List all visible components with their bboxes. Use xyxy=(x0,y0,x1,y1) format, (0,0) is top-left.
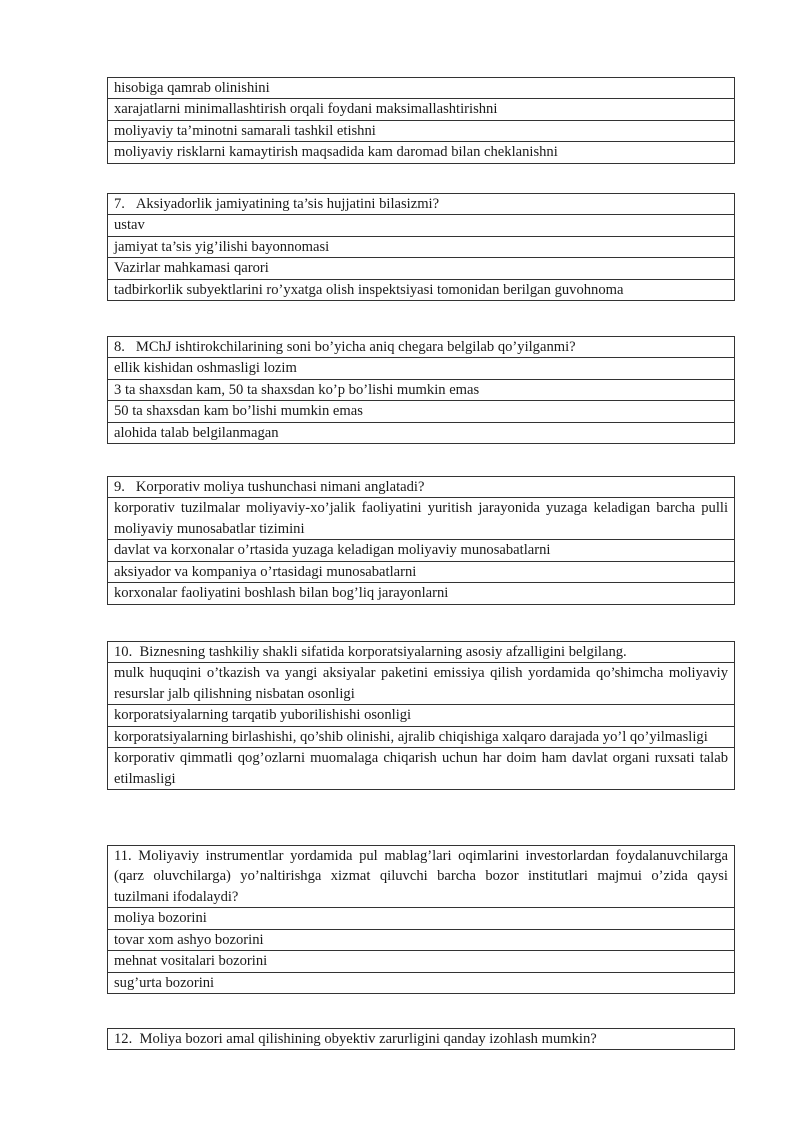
option-cell: Vazirlar mahkamasi qarori xyxy=(108,258,735,279)
option-cell: tovar xom ashyo bozorini xyxy=(108,929,735,950)
option-row xyxy=(108,358,735,379)
option-cell: korporatsiyalarning birlashishi, qo’shib olinishi, ajralib chiqishiga xalqaro darajada yo’l qo’yilmasligi xyxy=(108,726,735,747)
option-row xyxy=(108,748,735,790)
question-table-8 xyxy=(107,336,735,444)
option-row xyxy=(108,561,735,582)
option-cell: xarajatlarni minimallashtirish orqali foydani maksimallashtirishni xyxy=(108,99,735,120)
option-cell: 50 ta shaxsdan kam bo’lishi mumkin emas xyxy=(108,401,735,422)
question-text: 11. Moliyaviy instrumentlar yordamida pul mablag’lari oqimlarini investorlardan foydalanuvchilarga (qarz oluvchilarga) yo’naltirishga xizmat qiluvchi barcha bozor institutlari majmui o’zida qaysi tuzilmani ifodalaydi? xyxy=(108,846,735,908)
option-row xyxy=(108,422,735,443)
option-cell: hisobiga qamrab olinishini xyxy=(108,78,735,99)
option-row xyxy=(108,951,735,972)
option-cell: mehnat vositalari bozorini xyxy=(108,951,735,972)
question-table-12 xyxy=(107,1028,735,1050)
option-cell: tadbirkorlik subyektlarini ro’yxatga olish inspektsiyasi tomonidan berilgan guvohnoma xyxy=(108,279,735,300)
option-cell: mulk huquqini o’tkazish va yangi aksiyalar paketini emissiya qilish yordamida qo’shimcha moliyaviy resurslar jalb qilishning nisbatan osonligi xyxy=(108,663,735,705)
option-row xyxy=(108,583,735,604)
option-cell: jamiyat ta’sis yig’ilishi bayonnomasi xyxy=(108,236,735,257)
option-row xyxy=(108,663,735,705)
option-row xyxy=(108,972,735,993)
question-table-9 xyxy=(107,476,735,605)
question-text: 9. Korporativ moliya tushunchasi nimani anglatadi? xyxy=(108,477,735,498)
question-text: 8. MChJ ishtirokchilarining soni bo’yicha aniq chegara belgilab qo’yilganmi? xyxy=(108,337,735,358)
question-text: 7. Aksiyadorlik jamiyatining ta’sis hujjatini bilasizmi? xyxy=(108,194,735,215)
question-table-11 xyxy=(107,845,735,994)
question-row xyxy=(108,477,735,498)
option-cell: ellik kishidan oshmasligi lozim xyxy=(108,358,735,379)
option-cell: sug’urta bozorini xyxy=(108,972,735,993)
option-cell: 3 ta shaxsdan kam, 50 ta shaxsdan ko’p bo’lishi mumkin emas xyxy=(108,379,735,400)
option-cell: moliyaviy risklarni kamaytirish maqsadida kam daromad bilan cheklanishni xyxy=(108,142,735,163)
option-row xyxy=(108,401,735,422)
option-row xyxy=(108,540,735,561)
option-cell: moliyaviy ta’minotni samarali tashkil etishni xyxy=(108,120,735,141)
option-cell: korxonalar faoliyatini boshlash bilan bog’liq jarayonlarni xyxy=(108,583,735,604)
option-row xyxy=(108,379,735,400)
question-text: 12. Moliya bozori amal qilishining obyektiv zarurligini qanday izohlash mumkin? xyxy=(108,1029,735,1050)
question-row xyxy=(108,337,735,358)
option-row xyxy=(108,120,735,141)
option-row xyxy=(108,258,735,279)
option-cell: ustav xyxy=(108,215,735,236)
option-row xyxy=(108,279,735,300)
option-cell: alohida talab belgilanmagan xyxy=(108,422,735,443)
question-row xyxy=(108,1029,735,1050)
option-row xyxy=(108,142,735,163)
question-row xyxy=(108,194,735,215)
option-row xyxy=(108,78,735,99)
option-cell: korporatsiyalarning tarqatib yuborilishishi osonligi xyxy=(108,705,735,726)
question-row xyxy=(108,642,735,663)
question-text: 10. Biznesning tashkiliy shakli sifatida korporatsiyalarning asosiy afzalligini belgilang. xyxy=(108,642,735,663)
question-table-7 xyxy=(107,193,735,301)
question-row xyxy=(108,846,735,908)
option-cell: korporativ qimmatli qog’ozlarni muomalaga chiqarish uchun har doim ham davlat organi ruxsati talab etilmasligi xyxy=(108,748,735,790)
option-row xyxy=(108,498,735,540)
option-cell: aksiyador va kompaniya o’rtasidagi munosabatlarni xyxy=(108,561,735,582)
option-cell: davlat va korxonalar o’rtasida yuzaga keladigan moliyaviy munosabatlarni xyxy=(108,540,735,561)
option-row xyxy=(108,236,735,257)
option-row xyxy=(108,215,735,236)
answer-table-6 xyxy=(107,77,735,164)
option-row xyxy=(108,929,735,950)
option-row xyxy=(108,705,735,726)
option-row xyxy=(108,726,735,747)
option-cell: moliya bozorini xyxy=(108,908,735,929)
option-row xyxy=(108,99,735,120)
option-row xyxy=(108,908,735,929)
option-cell: korporativ tuzilmalar moliyaviy-xo’jalik faoliyatini yuritish jarayonida yuzaga keladigan barcha pulli moliyaviy munosabatlar tizimini xyxy=(108,498,735,540)
question-table-10 xyxy=(107,641,735,790)
